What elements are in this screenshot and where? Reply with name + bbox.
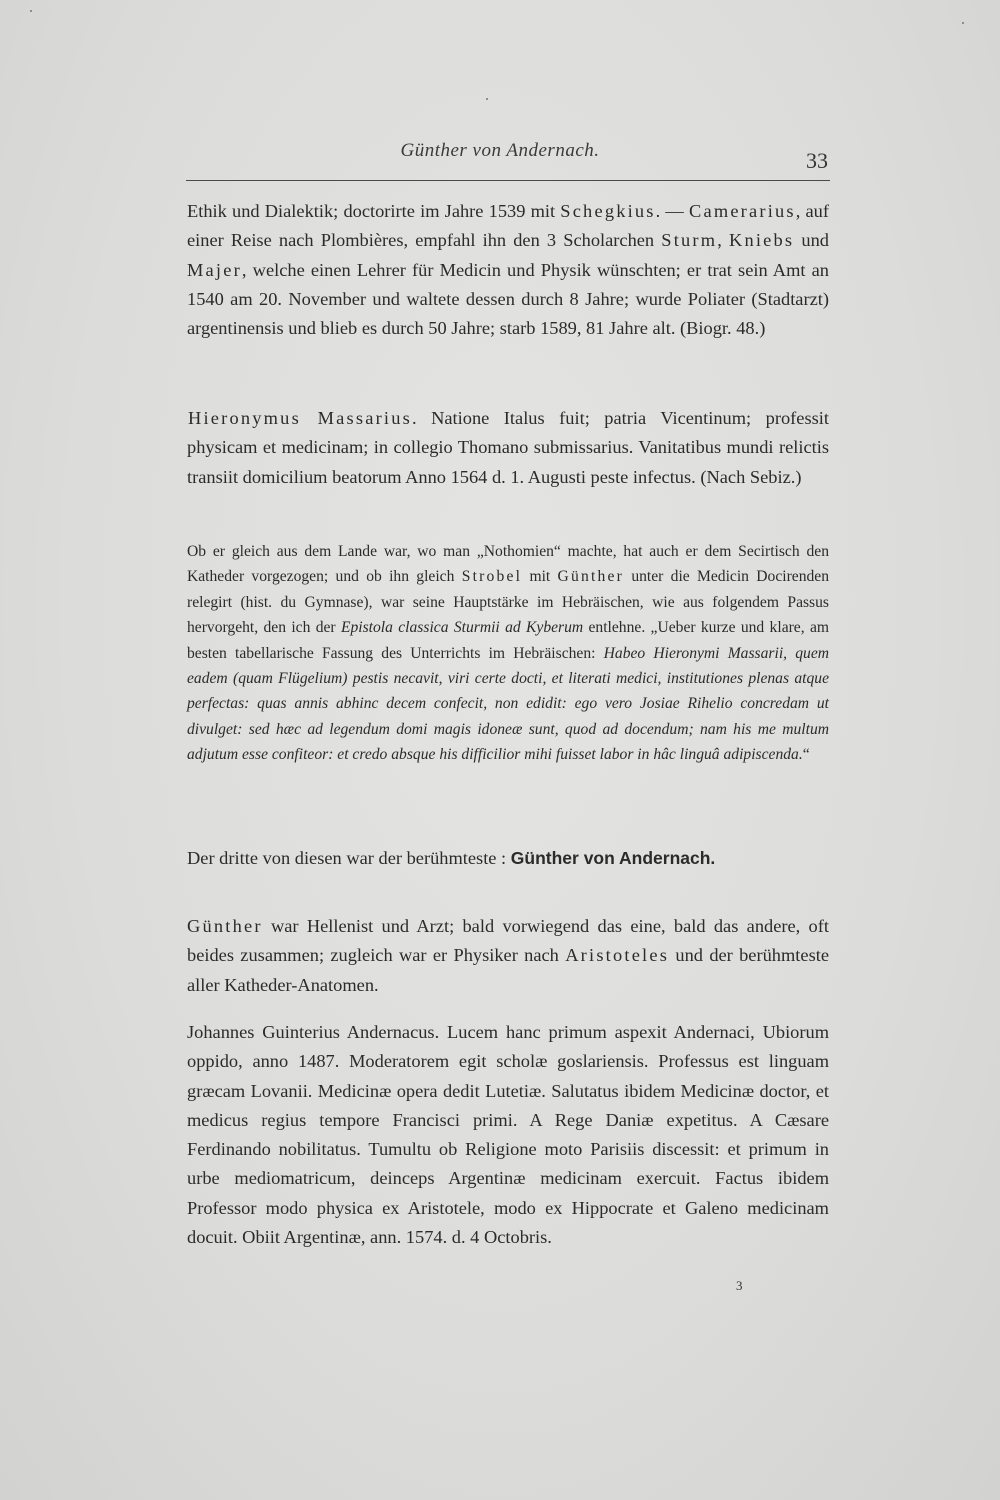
paper-speck [962,22,964,24]
paragraph-text [187,197,829,343]
person-name: Günther [187,916,263,936]
person-name: Sturm [661,230,718,251]
text-run: Der dritte von diesen war der berühmteste : [187,848,511,868]
text-run: und [794,230,829,251]
text-run: mit [522,568,558,586]
latin-quote: Habeo Hieronymi Massarii, quem eadem (quam Flügelium) pestis necavit, viri certe docti, et literati medici, institutiones plenas atque perfectas: quas annis abhinc decem confecit, non edidit: ego vero Josiae Rihelio concredam ut divulget: sed hæc ad legendum domi magis idoneæ sunt, quod ad docendum; nam his me multum adjutum esse confiteor: et credo absque his difficilior mihi fuisset labor in hâc linguâ adipiscenda. [187,644,830,764]
text-run: Ethik und Dialektik; doctorirte im Jahre 1539 mit [187,201,561,221]
person-name: Aristoteles [565,945,670,966]
paragraph-text: Johannes Guinterius Andernacus. Lucem hanc primum aspexit Andernaci, Ubiorum oppido, anno 1487. Moderatorem egit scholæ goslariensis. Professus est linguam græcam Lovanii. Medicinæ opera dedit Lutetiæ. Salutatus ibidem Medicinæ doctor, et medicus regius tempore Francisci primi. A Rege Daniæ expetitus. A Cæsare Ferdinando nobilitatus. Tumultu ob Religione moto Parisiis discessit: et primum in urbe mediomatricum, deinceps Argentinæ medicinam exercuit. Factus ibidem Professor modo physica ex Aristotele, modo ex Hippocrate et Galeno medicinam docuit. Obiit Argentinæ, ann. 1574. d. 4 Octobris. [187,1022,829,1248]
text-run: Ob er gleich aus dem Lande war, wo man „Nothomien“ machte, hat auch er dem Secirtisch den Katheder vorgezogen; und ob ihn gleich [187,543,829,586]
paragraph-continuation [187,197,829,343]
person-name: Günther [557,568,625,586]
paper-speck [30,10,32,12]
text-run: , [717,230,729,251]
person-name: Camerarius [688,201,796,221]
paper-speck [486,98,488,100]
note-text [187,539,829,768]
page-number: 33 [806,148,828,173]
text-run: und der berühmteste aller Katheder-Anatomen. [187,945,829,995]
person-name: Schegkius [560,201,656,221]
person-name: Strobel [461,568,523,586]
note-paragraph [187,539,829,768]
paragraph-guinterius [187,1018,829,1252]
signature-mark: 3 [736,1278,743,1293]
text-run: , auf einer Reise nach Plombières, empfahl ihn den 3 Scholarchen [187,201,830,251]
paragraph-massarius [187,404,829,492]
paragraph-text [187,912,829,1000]
person-name: Hieronymus Massarius [188,408,412,428]
text-run: unter die Medicin Docirenden relegirt (hist. du Gymnase), war seine Hauptstärke im Hebräischen, wie aus folgendem Passus hervorgeht, den ich der [187,568,830,637]
person-name: Majer [187,259,242,280]
text-run: entlehne. „Ueber kurze und klare, am besten tabellarische Fassung des Unterrichts im Hebräischen: [187,619,829,662]
paragraph-text [187,404,829,492]
text-run: . — [655,201,689,221]
text-run: war Hellenist und Arzt; bald vorwiegend das eine, bald das andere, oft beides zusammen; zugleich war er Physiker nach [187,916,829,966]
running-head: Günther von Andernach. [400,140,600,161]
text-run: “ [802,746,810,764]
paragraph-text [187,844,829,873]
emphasized-name: Günther von Andernach. [510,848,716,868]
header-rule [186,180,830,181]
person-name: Kniebs [728,230,795,251]
book-title: Epistola classica Sturmii ad Kyberum [340,619,584,637]
text-run: , welche einen Lehrer für Medicin und Physik wünschten; er trat sein Amt an 1540 am 20. November und waltete dessen durch 8 Jahre; wurde Poliater (Stadtarzt) argentinensis und blieb es durch 50 Jahre; starb 1589, 81 Jahre alt. (Biogr. 48.) [187,259,829,339]
text-run: . Natione Italus fuit; patria Vicentinum; professit physicam et medicinam; in collegio Thomano submissarius. Vanitatibus mundi relictis transiit domicilium beatorum Anno 1564 d. 1. Augusti peste infectus. (Nach Sebiz.) [187,408,829,487]
paragraph-guenther [187,912,829,1000]
paragraph-third [187,844,829,873]
